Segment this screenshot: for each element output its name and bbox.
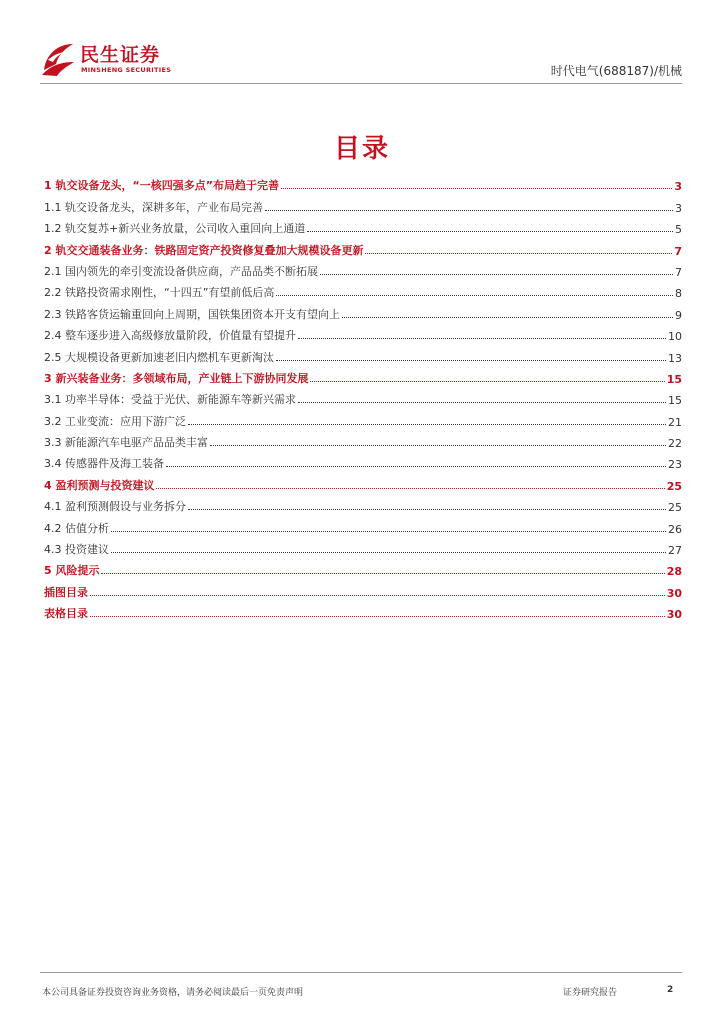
toc-entry-page: 26 (668, 522, 682, 536)
toc-entry-label: 2.4 整车逐步进入高级修放量阶段，价值量有望提升 (44, 329, 296, 343)
footer-disclaimer: 本公司具备证券投资咨询业务资格，请务必阅读最后一页免责声明 (42, 988, 304, 998)
toc-leader-dots (281, 188, 672, 189)
toc-entry-page: 8 (675, 287, 682, 301)
page-header (40, 38, 682, 84)
toc-leader-dots (210, 445, 666, 446)
toc-entry[interactable] (44, 578, 682, 599)
toc-entry-label: 2 轨交交通装备业务：铁路固定资产投资修复叠加大规模设备更新 (44, 243, 364, 257)
logo-english-name: MINSHENG SECURITIES (81, 66, 172, 74)
toc-entry-page: 25 (668, 501, 682, 515)
toc-entry[interactable] (44, 258, 682, 279)
toc-entry-label: 4.3 投资建议 (44, 543, 109, 557)
toc-leader-dots (320, 274, 673, 275)
toc-leader-dots (365, 253, 672, 254)
toc-entry-page: 21 (668, 415, 682, 429)
toc-entry-page: 5 (675, 223, 682, 237)
toc-entry-label: 2.1 国内领先的牵引变流设备供应商，产品品类不断拓展 (44, 264, 318, 278)
toc-entry-page: 7 (674, 244, 682, 258)
toc-entry[interactable] (44, 215, 682, 236)
toc-entry[interactable] (44, 493, 682, 514)
toc-entry-label: 3.1 功率半导体：受益于光伏、新能源车等新兴需求 (44, 393, 296, 407)
toc-entry[interactable] (44, 322, 682, 343)
toc-entry-page: 28 (666, 565, 682, 579)
toc-entry-label: 插图目录 (44, 585, 88, 599)
toc-entry-page: 15 (666, 372, 682, 386)
toc-entry-page: 22 (668, 437, 682, 451)
logo-chinese-name: 民生证券 (80, 44, 161, 66)
toc-leader-dots (90, 616, 665, 617)
toc-entry-page: 23 (668, 458, 682, 472)
toc-entry-label: 1 轨交设备龙头，“一核四强多点”布局趋于完善 (44, 179, 279, 193)
toc-entry[interactable] (44, 365, 682, 386)
toc-entry-label: 2.3 铁路客货运输重回向上周期，国铁集团资本开支有望向上 (44, 307, 340, 321)
toc-entry[interactable] (44, 471, 682, 492)
toc-entry-label: 4.2 估值分析 (44, 521, 109, 535)
toc-leader-dots (298, 402, 666, 403)
toc-leader-dots (188, 424, 666, 425)
minsheng-logo-icon (40, 40, 76, 78)
toc-entry-label: 表格目录 (44, 607, 88, 621)
toc-entry-label: 5 风险提示 (44, 564, 100, 578)
toc-entry-page: 7 (675, 265, 682, 279)
toc-entry-page: 3 (674, 180, 682, 194)
toc-entry-label: 4.1 盈利预测假设与业务拆分 (44, 500, 186, 514)
toc-entry-label: 3.4 传感器件及海工装备 (44, 457, 164, 471)
toc-entry-label: 1.2 轨交复苏+新兴业务放量，公司收入重回向上通道 (44, 222, 306, 236)
report-reference: 时代电气(688187)/机械 (550, 64, 682, 78)
toc-leader-dots (101, 573, 664, 574)
toc-entry[interactable] (44, 514, 682, 535)
footer-page-number: 2 (667, 985, 674, 995)
toc-leader-dots (111, 552, 666, 553)
toc-entry-page: 27 (668, 544, 682, 558)
toc-leader-dots (276, 360, 666, 361)
toc-entry[interactable] (44, 450, 682, 471)
toc-entry[interactable] (44, 536, 682, 557)
toc-entry-page: 15 (668, 394, 682, 408)
toc-entry[interactable] (44, 172, 682, 193)
toc-entry[interactable] (44, 386, 682, 407)
toc-leader-dots (342, 317, 673, 318)
toc-leader-dots (166, 466, 666, 467)
toc-leader-dots (307, 231, 673, 232)
toc-entry-page: 10 (668, 330, 682, 344)
toc-entry[interactable] (44, 407, 682, 428)
toc-entry[interactable] (44, 557, 682, 578)
toc-leader-dots (188, 509, 666, 510)
header-divider (40, 83, 682, 84)
toc-entry[interactable] (44, 300, 682, 321)
page-title: 目录 (333, 134, 390, 164)
toc-entry-page: 30 (666, 608, 682, 622)
toc-entry-page: 9 (675, 308, 682, 322)
toc-entry[interactable] (44, 279, 682, 300)
table-of-contents (44, 172, 682, 621)
footer-report-type: 证券研究报告 (563, 988, 618, 998)
toc-entry[interactable] (44, 600, 682, 621)
toc-entry[interactable] (44, 236, 682, 257)
toc-leader-dots (156, 488, 664, 489)
toc-leader-dots (111, 531, 666, 532)
toc-entry[interactable] (44, 343, 682, 364)
toc-entry[interactable] (44, 429, 682, 450)
toc-entry-label: 2.2 铁路投资需求刚性，“十四五”有望前低后高 (44, 286, 275, 300)
toc-entry[interactable] (44, 193, 682, 214)
toc-leader-dots (276, 295, 673, 296)
toc-entry-label: 4 盈利预测与投资建议 (44, 478, 155, 492)
toc-leader-dots (310, 381, 664, 382)
footer-divider (40, 972, 682, 973)
toc-entry-label: 2.5 大规模设备更新加速老旧内燃机车更新淘汰 (44, 350, 274, 364)
toc-entry-page: 30 (666, 586, 682, 600)
toc-leader-dots (90, 595, 665, 596)
toc-entry-page: 3 (675, 201, 682, 215)
toc-entry-label: 3.3 新能源汽车电驱产品品类丰富 (44, 436, 208, 450)
toc-leader-dots (298, 338, 666, 339)
toc-entry-label: 3.2 工业变流：应用下游广泛 (44, 414, 186, 428)
toc-entry-page: 25 (666, 479, 682, 493)
toc-entry-label: 1.1 轨交设备龙头，深耕多年，产业布局完善 (44, 200, 263, 214)
toc-entry-page: 13 (668, 351, 682, 365)
toc-leader-dots (265, 210, 673, 211)
toc-entry-label: 3 新兴装备业务：多领域布局，产业链上下游协同发展 (44, 371, 309, 385)
